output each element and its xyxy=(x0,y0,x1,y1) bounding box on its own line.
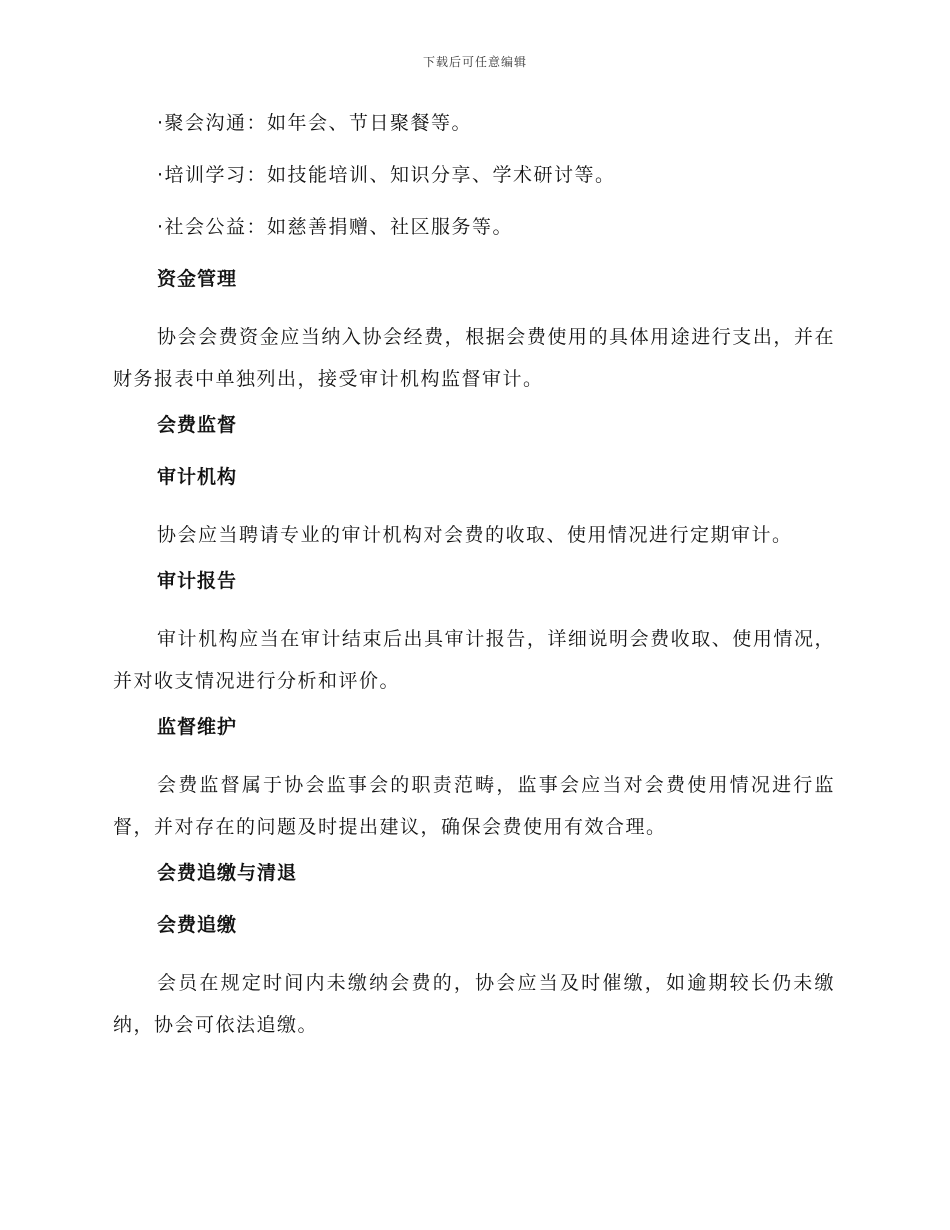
bullet-item-gathering: ·聚会沟通：如年会、节日聚餐等。 xyxy=(157,112,473,134)
paragraph-supervision-maintenance: 会费监督属于协会监事会的职责范畴，监事会应当对会费使用情况进行监督，并对存在的问题及时提出建议，确保会费使用有效合理。 xyxy=(113,774,835,838)
document-body xyxy=(113,108,835,1056)
heading-fund-management: 资金管理 xyxy=(157,268,238,290)
paragraph-fund-management: 协会会费资金应当纳入协会经费，根据会费使用的具体用途进行支出，并在财务报表中单独列出，接受审计机构监督审计。 xyxy=(113,326,835,390)
heading-fee-collection-refund: 会费追缴与清退 xyxy=(157,862,298,884)
bullet-item-training: ·培训学习：如技能培训、知识分享、学术研讨等。 xyxy=(157,164,616,186)
bullet-item-public-welfare: ·社会公益：如慈善捐赠、社区服务等。 xyxy=(157,216,514,238)
heading-audit-report: 审计报告 xyxy=(157,570,238,592)
heading-supervision-maintenance: 监督维护 xyxy=(157,716,238,738)
paragraph-audit-report: 审计机构应当在审计结束后出具审计报告，详细说明会费收取、使用情况，并对收支情况进行分析和评价。 xyxy=(113,628,835,692)
paragraph-fee-recovery: 会员在规定时间内未缴纳会费的，协会应当及时催缴，如逾期较长仍未缴纳，协会可依法追缴。 xyxy=(113,972,835,1036)
heading-audit-organization: 审计机构 xyxy=(157,466,238,488)
paragraph-audit-organization: 协会应当聘请专业的审计机构对会费的收取、使用情况进行定期审计。 xyxy=(157,524,793,546)
page-header: 下载后可任意编辑 xyxy=(422,55,527,69)
heading-fee-supervision: 会费监督 xyxy=(157,414,238,436)
heading-fee-recovery: 会费追缴 xyxy=(157,914,238,936)
